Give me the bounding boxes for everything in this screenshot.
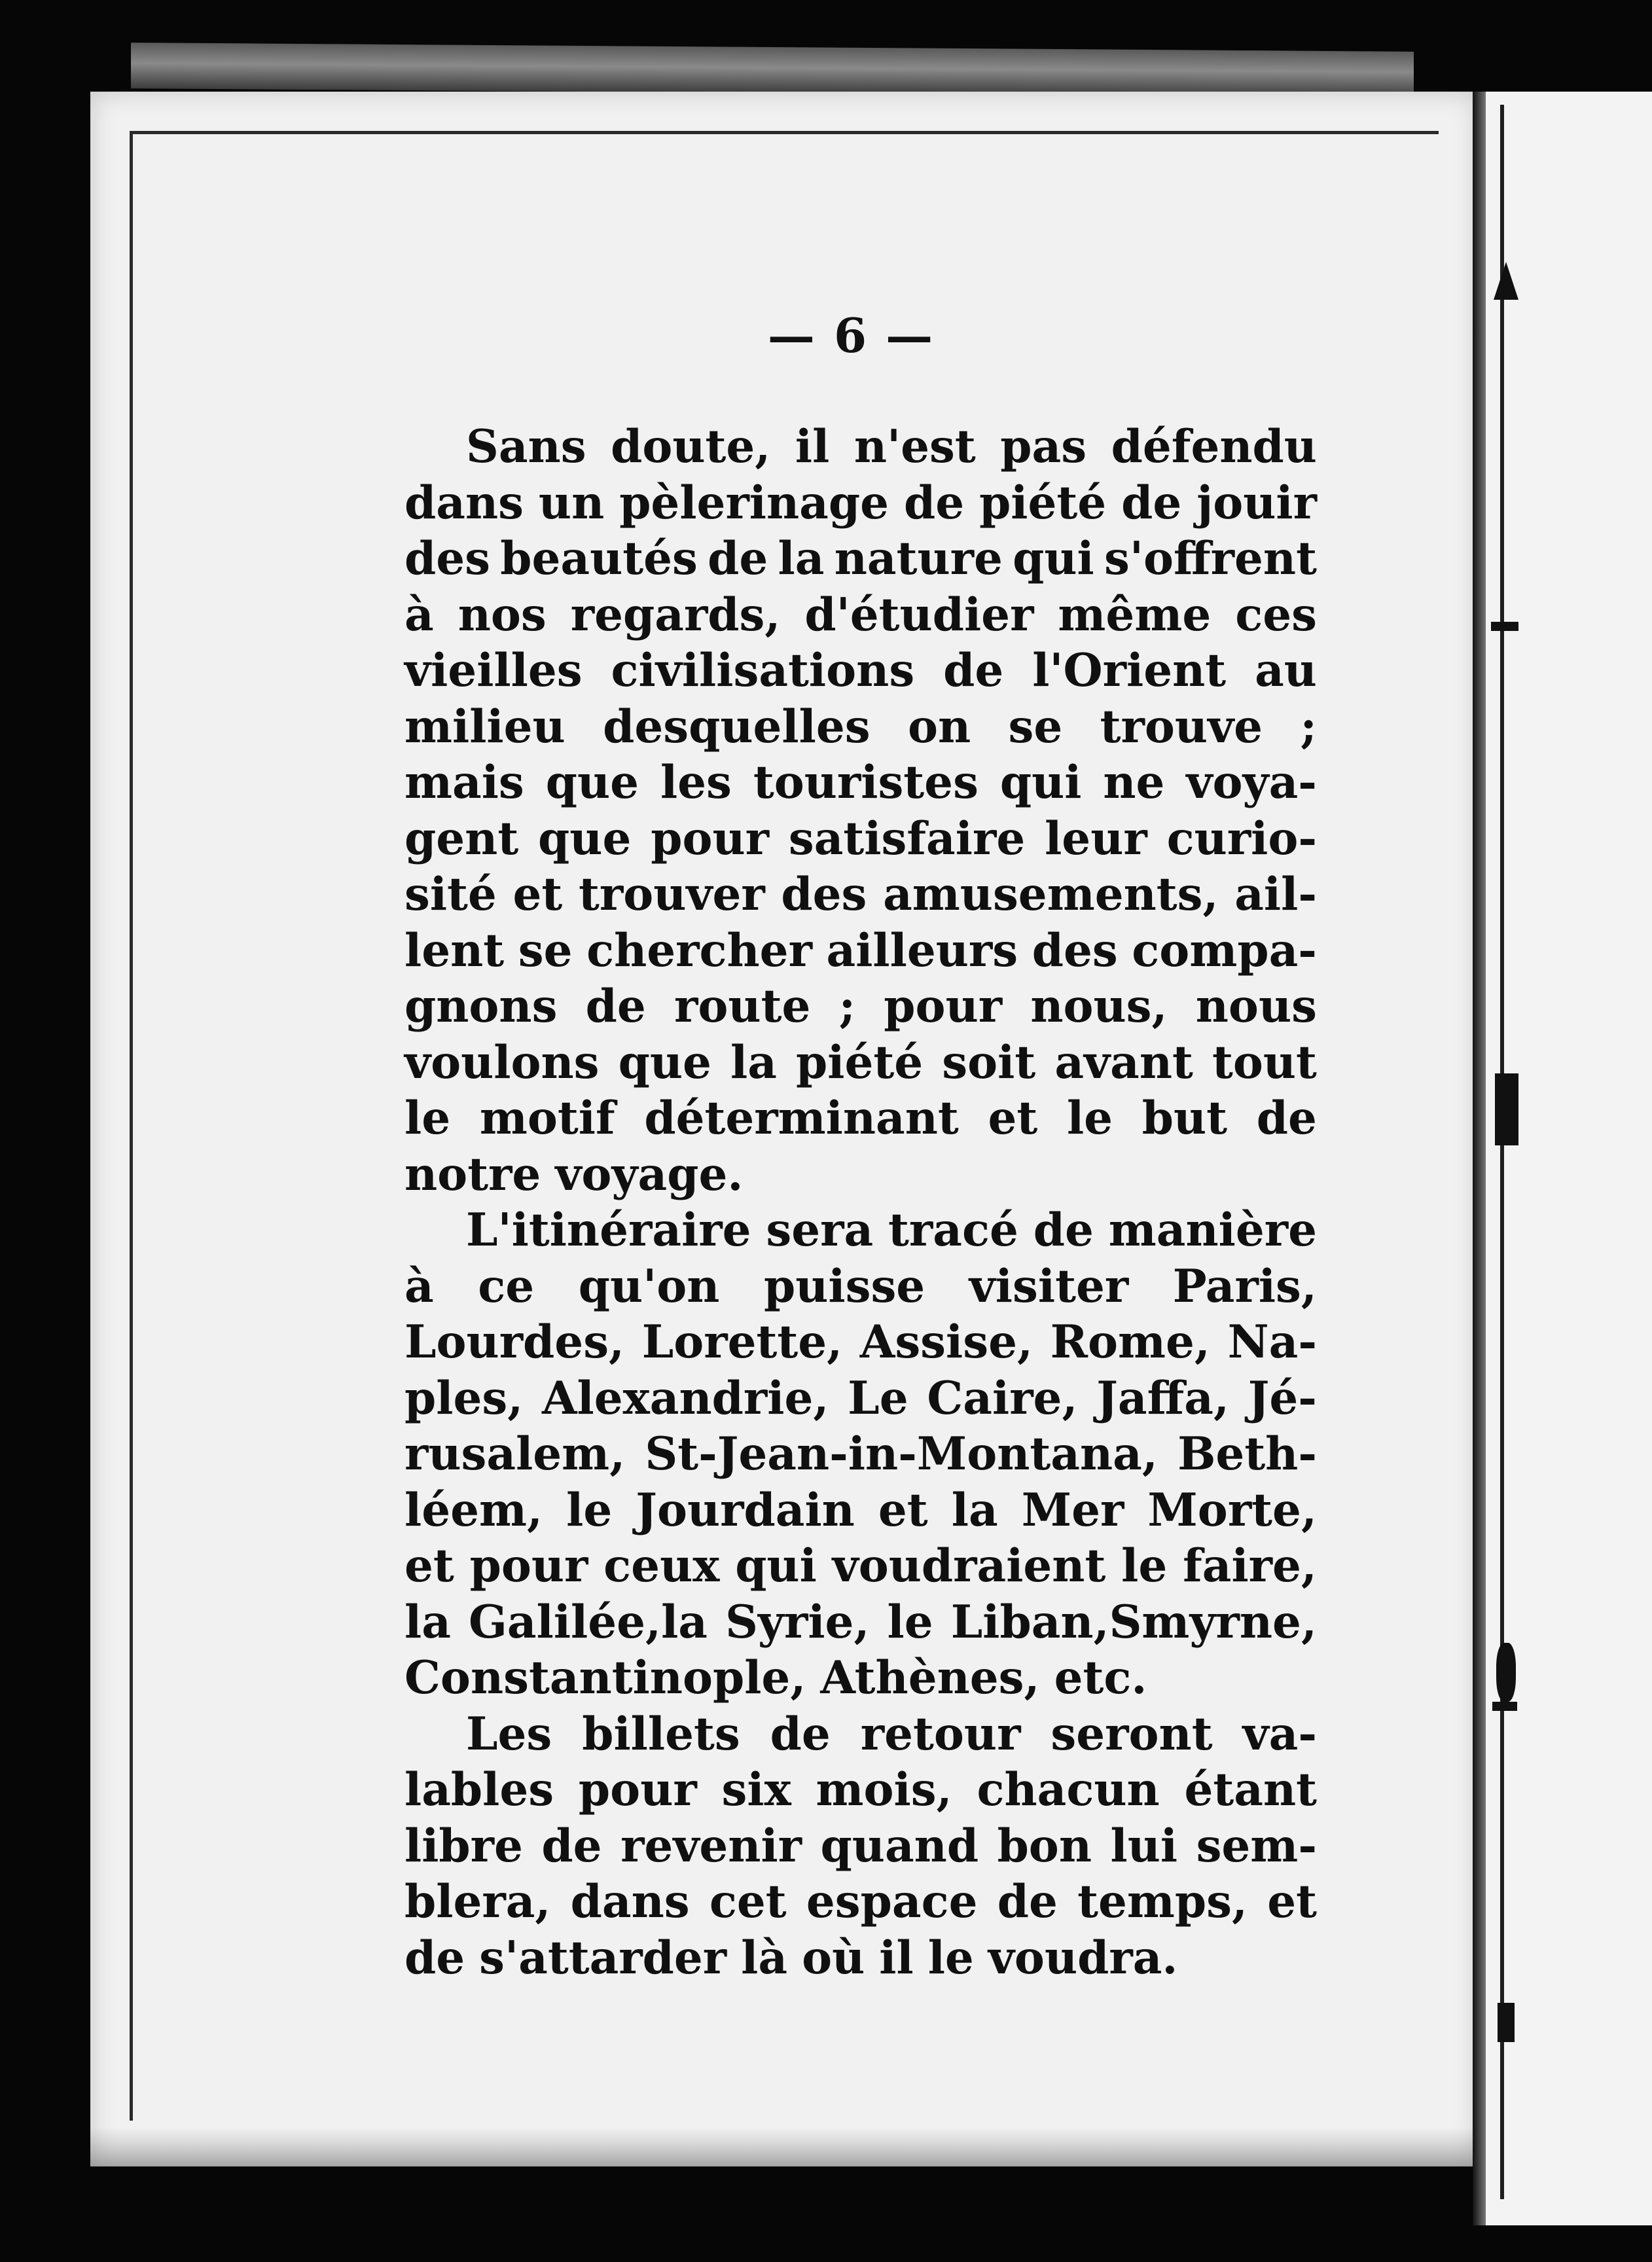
word: et: [988, 1092, 1038, 1145]
word: pèlerinage: [619, 476, 889, 530]
word: un: [538, 476, 605, 530]
word: se: [1008, 700, 1063, 753]
text-line: [404, 1371, 1317, 1427]
word: puisse: [763, 1259, 925, 1313]
body-text: [404, 419, 1317, 1986]
word: Mer: [1021, 1483, 1124, 1537]
word: espace: [806, 1875, 978, 1928]
word: sem-: [1196, 1819, 1317, 1873]
word: St-Jean-in-Montana,: [645, 1427, 1158, 1481]
word: qu'on: [578, 1259, 720, 1313]
text-line: [404, 923, 1317, 979]
word: le: [1066, 1092, 1113, 1145]
word: et: [404, 1539, 454, 1592]
word: Jourdain: [636, 1483, 855, 1537]
word: la: [778, 532, 825, 585]
text-line: [404, 1035, 1317, 1091]
text-line: [404, 1202, 1317, 1259]
word: n'est: [853, 420, 976, 473]
word: gnons: [404, 980, 558, 1033]
word: temps,: [1077, 1875, 1248, 1928]
word: là: [741, 1931, 788, 1984]
word: de: [997, 1875, 1058, 1928]
word: civilisations: [611, 644, 915, 697]
text-line: [404, 475, 1317, 531]
word: Syrie,: [725, 1595, 870, 1649]
word: Les: [466, 1707, 552, 1761]
word: blera,: [404, 1875, 551, 1928]
word: à: [404, 588, 434, 641]
word: vieilles: [404, 644, 583, 697]
text-line: [404, 1147, 1317, 1203]
word: lent: [404, 924, 505, 977]
word: ail-: [1234, 868, 1317, 921]
word: que: [545, 756, 639, 809]
word: étant: [1184, 1763, 1317, 1816]
word: que: [538, 812, 632, 865]
word: la: [951, 1483, 998, 1537]
word: les: [660, 756, 732, 809]
word: Paris,: [1172, 1259, 1317, 1313]
word: dans: [404, 476, 524, 530]
word: de: [1256, 1092, 1317, 1145]
word: la: [404, 1595, 451, 1649]
text-line: [404, 978, 1317, 1035]
word: chacun: [977, 1763, 1160, 1816]
word: Lorette,: [641, 1316, 843, 1369]
text-line: [404, 1874, 1317, 1930]
word: et: [878, 1483, 928, 1537]
word: l'Orient: [1032, 644, 1227, 697]
text-line: [404, 643, 1317, 699]
word: bon: [997, 1819, 1092, 1873]
word: voya-: [1186, 756, 1317, 809]
word: Sans: [466, 420, 586, 473]
word: ;: [1300, 700, 1317, 753]
word: Rome,: [1050, 1316, 1210, 1369]
word: faire,: [1183, 1539, 1317, 1592]
word: Constantinople,: [404, 1651, 806, 1704]
word: de: [1033, 1204, 1094, 1257]
word: cet: [709, 1875, 787, 1928]
word: qui: [999, 756, 1082, 809]
word: des: [404, 532, 490, 585]
word: de: [404, 1931, 465, 1984]
text-line: [404, 531, 1317, 587]
word: jouir: [1196, 476, 1317, 530]
word: trouve: [1100, 700, 1263, 753]
word: au: [1255, 644, 1317, 697]
text-line: [404, 811, 1317, 867]
word: va-: [1242, 1707, 1317, 1761]
word: Caire,: [927, 1371, 1078, 1425]
word: s'attarder: [479, 1931, 727, 1984]
word: ceux: [603, 1539, 720, 1592]
text-line: [404, 1538, 1317, 1594]
word: retour: [860, 1707, 1021, 1761]
word: trouver: [578, 868, 765, 921]
word: de: [541, 1819, 602, 1873]
word: pour: [469, 1539, 588, 1592]
word: ne: [1103, 756, 1165, 809]
word: qui: [735, 1539, 817, 1592]
word: qui: [1013, 532, 1094, 585]
word: revenir: [620, 1819, 802, 1873]
word: seront: [1050, 1707, 1213, 1761]
word: se: [518, 924, 573, 977]
word: lables: [404, 1763, 554, 1816]
word: Athènes,: [820, 1651, 1040, 1704]
word: beautés: [500, 532, 698, 585]
word: pour: [884, 980, 1003, 1033]
word: sité: [404, 868, 497, 921]
word: léem,: [404, 1483, 543, 1537]
word: défendu: [1111, 420, 1317, 473]
gutter-mark: [1496, 1643, 1516, 1702]
word: le: [1121, 1539, 1168, 1592]
word: ce: [478, 1259, 535, 1313]
gutter-mark: [1491, 622, 1518, 631]
word: ples,: [404, 1371, 524, 1425]
word: nous: [1195, 980, 1317, 1033]
text-line: [404, 1259, 1317, 1315]
word: de: [943, 644, 1004, 697]
word: Jé-: [1248, 1371, 1317, 1425]
text-line: [404, 419, 1317, 475]
word: quand: [820, 1819, 979, 1873]
word: ;: [838, 980, 856, 1033]
word: Assise,: [859, 1316, 1033, 1369]
page-number: — 6 —: [767, 308, 935, 363]
word: et: [1267, 1875, 1317, 1928]
word: visiter: [969, 1259, 1129, 1313]
word: billets: [582, 1707, 740, 1761]
word: motif: [479, 1092, 615, 1145]
word: tout: [1212, 1035, 1317, 1089]
word: nature: [834, 532, 1003, 585]
page-top-edge: [131, 43, 1414, 98]
gutter-mark: [1498, 2003, 1515, 2042]
word: soit: [942, 1035, 1036, 1089]
text-line: [404, 1930, 1317, 1986]
word: voudraient: [832, 1539, 1106, 1592]
word: piété: [979, 476, 1107, 530]
word: rusalem,: [404, 1427, 626, 1481]
word: s'offrent: [1104, 532, 1317, 585]
word: des: [781, 868, 867, 921]
word: de: [770, 1707, 831, 1761]
word: voyage.: [555, 1147, 744, 1201]
word: même: [1058, 588, 1212, 641]
word: Liban,Smyrne,: [950, 1595, 1317, 1649]
word: milieu: [404, 700, 566, 753]
text-line: [404, 1762, 1317, 1818]
word: voudra.: [988, 1931, 1178, 1984]
word: compa-: [1132, 924, 1317, 977]
text-line: [404, 1426, 1317, 1482]
word: la: [730, 1035, 777, 1089]
word: on: [907, 700, 971, 753]
word: nous,: [1030, 980, 1168, 1033]
word: Alexandrie,: [542, 1371, 829, 1425]
word: manière: [1108, 1204, 1317, 1257]
gutter-mark: [1495, 1073, 1518, 1145]
word: de: [903, 476, 965, 530]
word: mois,: [816, 1763, 952, 1816]
word: satisfaire: [788, 812, 1026, 865]
page-shadow: [90, 2127, 1478, 2166]
word: Jaffa,: [1096, 1371, 1229, 1425]
word: Na-: [1227, 1316, 1317, 1369]
word: sera: [766, 1204, 874, 1257]
spine-shadow: [1473, 92, 1486, 2225]
word: avant: [1054, 1035, 1193, 1089]
text-line: [404, 1090, 1317, 1147]
word: chercher: [586, 924, 812, 977]
word: leur: [1045, 812, 1147, 865]
word: de: [708, 532, 768, 585]
word: six: [721, 1763, 791, 1816]
text-line: [404, 699, 1317, 755]
word: L'itinéraire: [466, 1204, 751, 1257]
word: de: [585, 980, 646, 1033]
word: dans: [570, 1875, 690, 1928]
word: voulons: [404, 1035, 600, 1089]
word: déterminant: [644, 1092, 959, 1145]
word: lui: [1110, 1819, 1178, 1873]
word: curio-: [1166, 812, 1317, 865]
word: Morte,: [1147, 1483, 1317, 1537]
text-line: [404, 867, 1317, 923]
facing-page-edge: [1481, 92, 1652, 2225]
word: d'étudier: [804, 588, 1034, 641]
text-line: [404, 587, 1317, 643]
word: le: [404, 1092, 451, 1145]
text-line: [404, 1314, 1317, 1371]
word: à: [404, 1259, 434, 1313]
word: doute,: [611, 420, 771, 473]
word: pour: [651, 812, 770, 865]
gutter-mark: [1492, 1702, 1517, 1711]
word: Galilée,la: [468, 1595, 708, 1649]
word: des: [1032, 924, 1118, 977]
word: il: [795, 420, 830, 473]
word: desquelles: [603, 700, 871, 753]
word: de: [1121, 476, 1182, 530]
word: but: [1141, 1092, 1228, 1145]
word: piété: [796, 1035, 924, 1089]
word: il: [879, 1931, 914, 1984]
word: mais: [404, 756, 524, 809]
text-line: [404, 1482, 1317, 1539]
word: gent: [404, 812, 519, 865]
word: route: [674, 980, 811, 1033]
word: pas: [1000, 420, 1087, 473]
word: Le: [848, 1371, 908, 1425]
text-line: [404, 1650, 1317, 1706]
word: que: [618, 1035, 711, 1089]
word: touristes: [753, 756, 979, 809]
word: Lourdes,: [404, 1316, 625, 1369]
text-line: [404, 1818, 1317, 1875]
word: le: [566, 1483, 613, 1537]
word: nos: [458, 588, 547, 641]
word: libre: [404, 1819, 523, 1873]
gutter-line: [1500, 105, 1504, 2199]
word: ces: [1235, 588, 1317, 641]
text-line: [404, 755, 1317, 811]
word: le: [927, 1931, 974, 1984]
word: regards,: [570, 588, 781, 641]
word: Beth-: [1177, 1427, 1317, 1481]
text-line: [404, 1706, 1317, 1763]
word: tracé: [888, 1204, 1018, 1257]
word: amusements,: [883, 868, 1219, 921]
word: notre: [404, 1147, 541, 1201]
text-line: [404, 1594, 1317, 1651]
word: et: [512, 868, 563, 921]
word: etc.: [1054, 1651, 1147, 1704]
word: où: [802, 1931, 865, 1984]
word: pour: [578, 1763, 697, 1816]
word: ailleurs: [826, 924, 1018, 977]
word: le: [887, 1595, 933, 1649]
